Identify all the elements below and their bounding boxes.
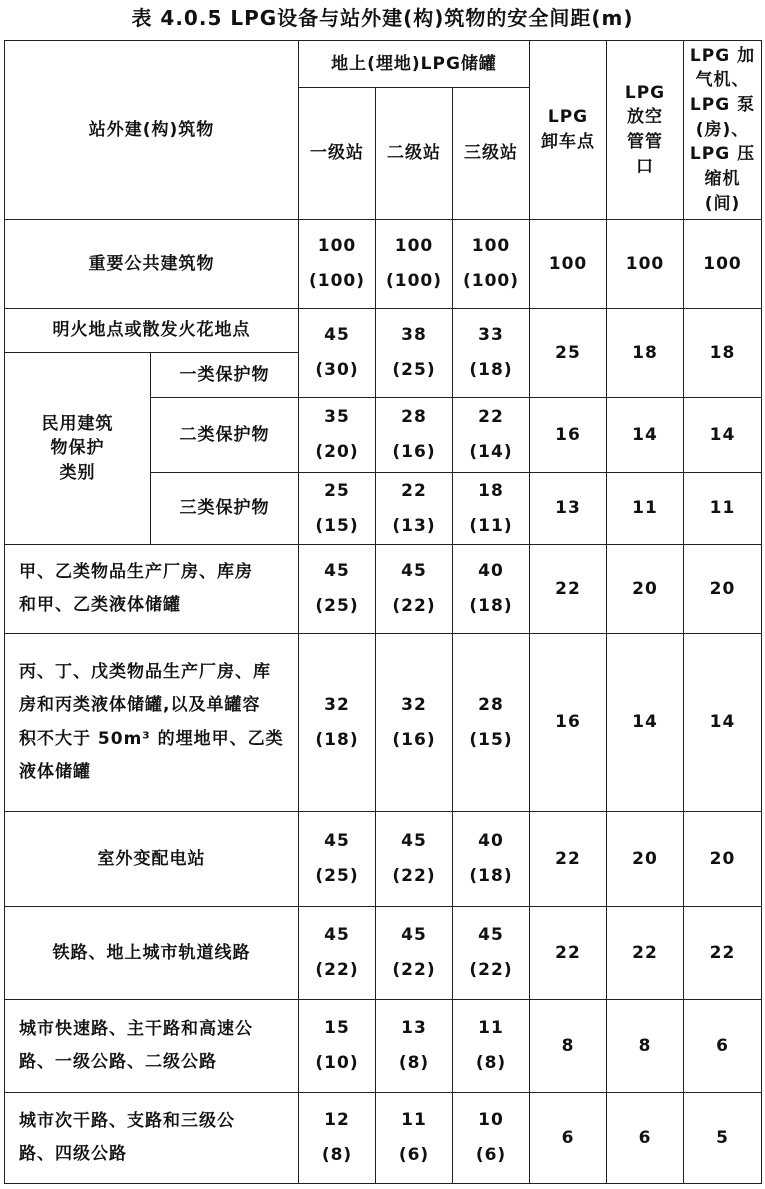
value-cell <box>299 545 376 634</box>
value-paren: (22) <box>392 960 436 980</box>
header-row-label: 站外建(构)筑物 <box>5 41 299 220</box>
row-label-line: 积不大于 50m³ 的埋地甲、乙类 <box>19 728 284 749</box>
value-cell <box>376 1000 453 1093</box>
value: 32 <box>324 694 350 715</box>
value-cell <box>376 398 453 473</box>
value-cell <box>299 812 376 907</box>
row-label-line: 城市次干路、支路和三级公 <box>19 1110 235 1131</box>
table-row <box>5 545 762 634</box>
header-dispenser-line: LPG 加 <box>689 45 756 66</box>
header-dispenser-line: 气机、 <box>695 70 750 91</box>
value-cell <box>453 398 530 473</box>
value-paren: (22) <box>392 866 436 886</box>
value-cell: 22 <box>530 907 607 1000</box>
group-label-line: 物保护 <box>50 438 105 459</box>
value-paren: (20) <box>315 442 359 462</box>
value: 45 <box>324 561 350 582</box>
value-paren: (14) <box>469 442 513 462</box>
header-vent-line: LPG <box>624 82 666 103</box>
value: 25 <box>324 480 350 501</box>
row-label-line: 丙、丁、戊类物品生产厂房、库 <box>19 662 271 683</box>
safety-distance-table <box>4 40 762 1184</box>
value-cell <box>453 545 530 634</box>
row-label-line: 路、四级公路 <box>19 1144 127 1164</box>
row-label: 二类保护物 <box>151 398 299 473</box>
value-cell: 14 <box>607 634 684 812</box>
header-tank-group: 地上(埋地)LPG储罐 <box>299 41 530 88</box>
value: 45 <box>324 925 350 946</box>
header-unload <box>530 41 607 220</box>
group-label-line: 类别 <box>59 462 96 483</box>
table-title: 表 4.0.5 LPG设备与站外建(构)筑物的安全间距(m) <box>131 6 634 30</box>
value: 28 <box>401 407 427 428</box>
value-cell <box>376 220 453 309</box>
value-paren: (15) <box>469 729 513 750</box>
value-paren: (22) <box>315 960 359 980</box>
value-cell: 14 <box>684 634 762 812</box>
value-paren: (11) <box>469 515 513 536</box>
value-paren: (8) <box>398 1053 430 1073</box>
value-cell <box>299 1093 376 1184</box>
value-paren: (15) <box>315 515 359 536</box>
value: 45 <box>401 561 427 582</box>
header-vent-line: 放空 <box>627 107 664 128</box>
header-vent-line: 管管 <box>627 132 664 152</box>
row-label <box>5 545 299 634</box>
value-paren: (30) <box>315 360 359 380</box>
value-cell <box>376 473 453 545</box>
value-cell: 11 <box>607 473 684 545</box>
value: 22 <box>478 407 504 428</box>
value: 45 <box>478 925 504 946</box>
value-cell <box>299 398 376 473</box>
header-grade-2: 二级站 <box>376 88 453 220</box>
value: 10 <box>478 1110 504 1131</box>
value-cell <box>453 220 530 309</box>
value-cell <box>299 309 376 398</box>
value-cell: 11 <box>684 473 762 545</box>
header-grade-3: 三级站 <box>453 88 530 220</box>
value-cell: 16 <box>530 634 607 812</box>
value-cell: 6 <box>530 1093 607 1184</box>
value-cell: 20 <box>684 545 762 634</box>
group-label <box>5 353 151 545</box>
header-vent-line: 口 <box>636 156 655 177</box>
value-cell: 100 <box>607 220 684 309</box>
table-row <box>5 812 762 907</box>
value-paren: (8) <box>321 1145 353 1165</box>
row-label <box>5 1093 299 1184</box>
header-unload-line: 卸车点 <box>541 132 596 152</box>
value-cell <box>453 634 530 812</box>
value-cell <box>453 907 530 1000</box>
value-cell: 22 <box>530 812 607 907</box>
value: 45 <box>324 831 350 852</box>
table-row <box>5 1093 762 1184</box>
row-label: 明火地点或散发火花地点 <box>5 309 299 353</box>
table-row <box>5 309 762 353</box>
value-paren: (22) <box>469 960 513 980</box>
value-cell: 14 <box>607 398 684 473</box>
row-label: 重要公共建筑物 <box>5 220 299 309</box>
value-paren: (100) <box>386 271 443 291</box>
value-cell: 6 <box>607 1093 684 1184</box>
value-paren: (25) <box>392 360 436 380</box>
value-cell <box>376 309 453 398</box>
row-label-line: 和甲、乙类液体储罐 <box>19 595 181 615</box>
value-paren: (25) <box>315 866 359 886</box>
value-cell: 6 <box>684 1000 762 1093</box>
row-label: 铁路、地上城市轨道线路 <box>5 907 299 1000</box>
row-label-line: 甲、乙类物品生产厂房、库房 <box>19 561 253 582</box>
value-cell: 20 <box>607 545 684 634</box>
value: 11 <box>478 1018 504 1039</box>
value-cell: 5 <box>684 1093 762 1184</box>
value-paren: (100) <box>463 271 520 291</box>
value-cell <box>453 309 530 398</box>
table-row <box>5 220 762 309</box>
value-cell: 20 <box>607 812 684 907</box>
value: 45 <box>401 925 427 946</box>
value-cell <box>376 1093 453 1184</box>
value-paren: (6) <box>475 1145 507 1165</box>
value: 100 <box>471 236 511 257</box>
value-cell <box>376 812 453 907</box>
value: 11 <box>401 1110 427 1131</box>
value-paren: (13) <box>392 515 436 536</box>
value-cell <box>376 907 453 1000</box>
header-dispenser-line: (房)、 <box>695 119 750 140</box>
value: 22 <box>401 480 427 501</box>
value: 45 <box>401 831 427 852</box>
value-cell <box>299 473 376 545</box>
header-dispenser-line: LPG 泵 <box>689 95 756 116</box>
value-cell <box>453 812 530 907</box>
value-cell <box>453 1000 530 1093</box>
table-row <box>5 634 762 812</box>
header-dispenser-line: 缩机(间) <box>704 168 741 214</box>
value: 100 <box>394 236 434 257</box>
value-paren: (6) <box>398 1145 430 1165</box>
value-cell <box>376 545 453 634</box>
value: 32 <box>401 694 427 715</box>
value-cell <box>299 1000 376 1093</box>
value-cell: 8 <box>607 1000 684 1093</box>
value-paren: (10) <box>315 1053 359 1073</box>
row-label: 室外变配电站 <box>5 812 299 907</box>
value: 38 <box>401 325 427 346</box>
value-paren: (8) <box>475 1053 507 1073</box>
value-cell: 16 <box>530 398 607 473</box>
row-label-line: 城市快速路、主干路和高速公 <box>19 1018 253 1039</box>
value-cell: 100 <box>684 220 762 309</box>
value-paren: (25) <box>315 596 359 616</box>
value-cell: 8 <box>530 1000 607 1093</box>
value: 40 <box>478 831 504 852</box>
header-dispenser-line: LPG 压 <box>689 144 756 165</box>
value-cell: 18 <box>607 309 684 398</box>
value: 12 <box>324 1110 350 1131</box>
value: 33 <box>478 325 504 346</box>
value: 18 <box>478 480 504 501</box>
row-label-line: 路、一级公路、二级公路 <box>19 1052 217 1072</box>
value: 35 <box>324 407 350 428</box>
value-paren: (16) <box>392 442 436 462</box>
value-cell <box>453 1093 530 1184</box>
value-cell <box>376 634 453 812</box>
row-label-line: 液体储罐 <box>19 761 91 782</box>
value-paren: (18) <box>315 729 359 750</box>
row-label <box>5 634 299 812</box>
value-paren: (18) <box>469 866 513 886</box>
value-paren: (16) <box>392 729 436 750</box>
table-row <box>5 1000 762 1093</box>
value-cell <box>299 634 376 812</box>
value-paren: (18) <box>469 360 513 380</box>
value-paren: (22) <box>392 596 436 616</box>
header-unload-line: LPG <box>547 107 589 128</box>
value: 100 <box>317 236 357 257</box>
value-paren: (18) <box>469 596 513 616</box>
group-label-line: 民用建筑 <box>41 413 114 434</box>
value-cell: 20 <box>684 812 762 907</box>
row-label <box>5 1000 299 1093</box>
value: 13 <box>401 1018 427 1039</box>
table-row <box>5 907 762 1000</box>
value: 28 <box>478 694 504 715</box>
value: 15 <box>324 1018 350 1039</box>
value-cell: 22 <box>530 545 607 634</box>
value-cell: 14 <box>684 398 762 473</box>
header-grade-1: 一级站 <box>299 88 376 220</box>
value-cell <box>299 907 376 1000</box>
value: 45 <box>324 325 350 346</box>
row-label: 一类保护物 <box>151 353 299 398</box>
value: 40 <box>478 561 504 582</box>
value-cell: 18 <box>684 309 762 398</box>
value-cell: 22 <box>607 907 684 1000</box>
value-cell <box>453 473 530 545</box>
value-cell: 13 <box>530 473 607 545</box>
value-cell: 100 <box>530 220 607 309</box>
row-label-line: 房和丙类液体储罐,以及单罐容 <box>19 695 261 716</box>
row-label: 三类保护物 <box>151 473 299 545</box>
header-vent <box>607 41 684 220</box>
header-dispenser <box>684 41 762 220</box>
value-cell <box>299 220 376 309</box>
value-cell: 25 <box>530 309 607 398</box>
value-cell: 22 <box>684 907 762 1000</box>
value-paren: (100) <box>309 271 366 291</box>
